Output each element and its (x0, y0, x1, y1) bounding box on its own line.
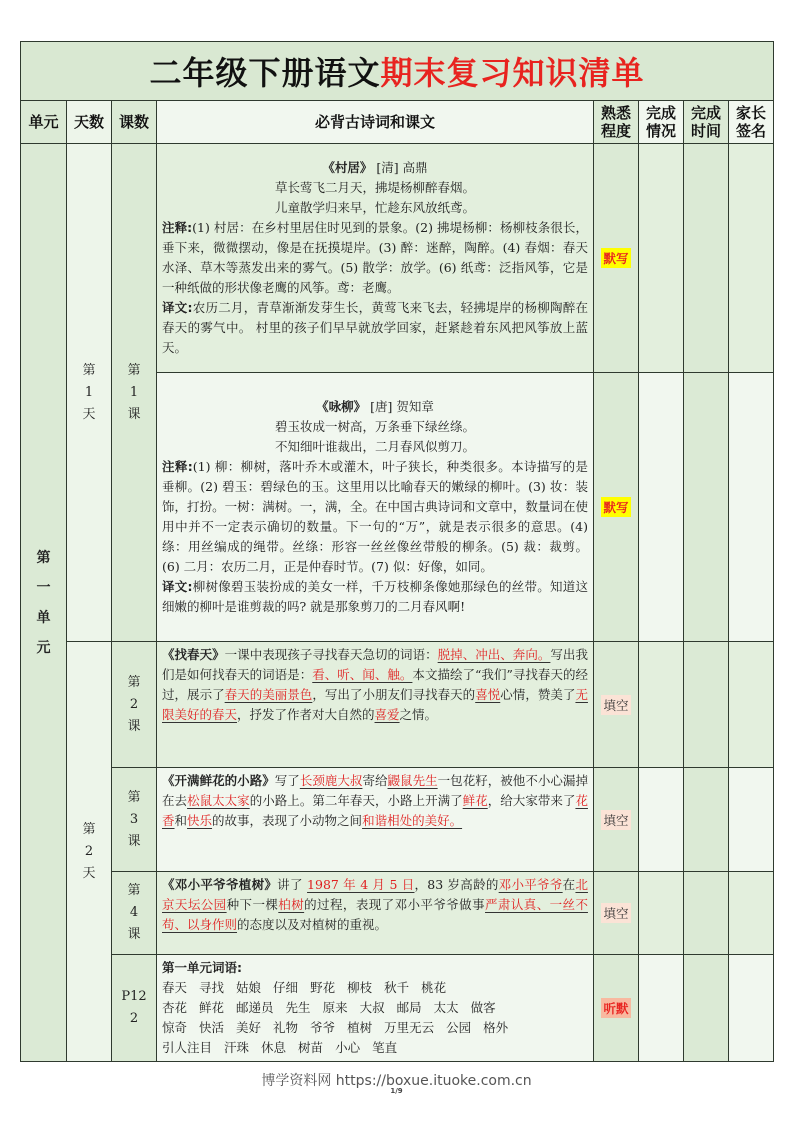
header-familiarity: 熟悉 程度 (594, 101, 639, 144)
vocab-word: 休息 (261, 1040, 287, 1055)
body-text: 写了 (274, 773, 300, 788)
familiarity-cell (594, 955, 639, 1062)
key-phrase: 鲜花 (462, 793, 488, 808)
key-phrase: 邓小平爷爷 (498, 877, 563, 892)
vocab-word: 惊奇 (162, 1020, 188, 1035)
title-red: 期末复习知识清单 (380, 54, 645, 92)
lesson-2-cell: 第 2 课 (112, 642, 157, 768)
body-text: 和 (174, 813, 188, 828)
header-day: 天数 (67, 101, 112, 144)
vocab-word: 植树 (347, 1020, 373, 1035)
day-2-cell: 第 2 天 (67, 642, 112, 1062)
key-phrase: 长颈鹿大叔 (299, 773, 363, 788)
tag-fill-blank: 填空 (601, 695, 630, 715)
vocab-word: 鲜花 (199, 1000, 225, 1015)
signature-field[interactable] (729, 373, 774, 642)
signature-field[interactable] (729, 144, 774, 373)
key-phrase: 快乐 (187, 813, 213, 828)
familiarity-cell (594, 373, 639, 642)
key-phrase: 春天的美丽景色 (224, 687, 313, 702)
key-phrase: 北京天坛公园 (162, 877, 588, 912)
completion-checkbox[interactable] (639, 955, 684, 1062)
page-title (21, 42, 774, 101)
title-black: 二年级下册语文 (149, 54, 381, 92)
time-field[interactable] (684, 872, 729, 955)
header-lesson: 课数 (112, 101, 157, 144)
poem-yongliu: 《咏柳》 [唐] 贺知章 碧玉妆成一树高，万条垂下绿丝绦。 不知细叶谁裁出，二月春风似剪刀。 注释:(1) 柳：柳树，落叶乔木或灌木，叶子狭长，种类很多。本诗描写的是垂柳。(2) 碧玉：碧绿色的玉。这里用以比喻春天的嫩绿的柳叶。(3) 妆：装饰，打扮。一树：满树。一，满，全。在中国古典诗词和文章中，数量词在使用中并不一定表示确切的数量。下一句的“万”，就是表示很多的意思。(4) 绦：用丝编成的绳带。丝绦：形容一丝丝像丝带般的柳条。(5) 裁：裁剪。(6) 二月：农历二月，正是仲春时节。(7) 似：好像，如同。 译文:柳树像碧玉装扮成的美女一样，千万枝柳条像她那绿色的丝带。知道这细嫩的柳叶是谁剪裁的吗? 就是那象剪刀的二月春风啊! (157, 373, 594, 642)
vocab-word: 原来 (322, 1000, 348, 1015)
tag-fill-blank: 填空 (601, 810, 630, 830)
lesson-4-cell: 第 4 课 (112, 872, 157, 955)
time-field[interactable] (684, 642, 729, 768)
vocab-word: 太太 (433, 1000, 459, 1015)
vocab-word: 邮局 (396, 1000, 422, 1015)
unit-cell: 第 一 单 元 (21, 144, 67, 1062)
unit-vocabulary: 第一单元词语: 春天 寻找 姑娘 仔细 野花 柳枝 秋千 桃花 杏花 鲜花 邮递员 先生 原来 大叔 邮局 太太 做客 惊奇 快活 美好 礼物 爷爷 植树 万里无云 公园 格外 引人注目 汗珠 休息 树苗 小心 笔直 (157, 955, 594, 1062)
vocab-word: 邮递员 (236, 1000, 274, 1015)
lesson-title: 《找春天》 (162, 647, 225, 662)
body-text: 之情。 (399, 707, 438, 722)
vocab-word: 树苗 (298, 1040, 324, 1055)
vocab-word: 格外 (483, 1020, 509, 1035)
completion-checkbox[interactable] (639, 144, 684, 373)
signature-field[interactable] (729, 768, 774, 872)
key-phrase: 看、听、闻、触。 (312, 667, 413, 682)
vocab-word: 汗珠 (224, 1040, 250, 1055)
familiarity-cell (594, 642, 639, 768)
lesson-dengxiaoping (157, 872, 594, 955)
body-text: 的过程，表现了邓小平爷爷做事 (304, 897, 486, 912)
body-text: 写出我们是如何找春天的词语是： (162, 647, 588, 682)
vocab-word: 爷爷 (310, 1020, 336, 1035)
footer-site: 博学资料网 https://boxue.ituoke.com.cn (261, 1073, 532, 1089)
familiarity-cell (594, 144, 639, 373)
header-content: 必背古诗词和课文 (157, 101, 594, 144)
vocab-word: 杏花 (162, 1000, 188, 1015)
signature-field[interactable] (729, 642, 774, 768)
time-field[interactable] (684, 768, 729, 872)
body-text: ，写出了小朋友们寻找春天的 (312, 687, 476, 702)
header-time: 完成 时间 (684, 101, 729, 144)
body-text: 一包花籽，被他不小心漏掉在去 (162, 773, 588, 808)
completion-checkbox[interactable] (639, 373, 684, 642)
time-field[interactable] (684, 373, 729, 642)
day-1-cell: 第 1 天 (67, 144, 112, 642)
body-text: 的小路上。第二年春天，小路上开满了 (249, 793, 463, 808)
body-text: 心情，赞美了 (500, 687, 576, 702)
body-text: 一课中表现孩子寻找春天急切的词语： (224, 647, 438, 662)
key-phrase: 喜爱 (374, 707, 400, 722)
vocab-word: 笔直 (372, 1040, 398, 1055)
completion-checkbox[interactable] (639, 642, 684, 768)
checklist-table (20, 41, 774, 1062)
vocab-word: 美好 (236, 1020, 262, 1035)
key-phrase: 柏树 (278, 897, 305, 912)
body-text: 的故事，表现了小动物之间 (212, 813, 363, 828)
familiarity-cell (594, 872, 639, 955)
header-unit: 单元 (21, 101, 67, 144)
vocab-word: 仔细 (273, 980, 299, 995)
familiarity-cell (594, 768, 639, 872)
vocab-word: 公园 (446, 1020, 472, 1035)
signature-field[interactable] (729, 872, 774, 955)
vocab-word: 春天 (162, 980, 188, 995)
vocab-word: 礼物 (273, 1020, 299, 1035)
page-ref-cell: P12 2 (112, 955, 157, 1062)
key-phrase: 松鼠太太家 (187, 793, 250, 808)
key-phrase: 1987 年 4 月 5 日 (307, 877, 415, 892)
vocab-word: 万里无云 (384, 1020, 435, 1035)
header-completion: 完成 情况 (639, 101, 684, 144)
vocab-word: 引人注目 (162, 1040, 213, 1055)
vocab-word: 野花 (310, 980, 336, 995)
lesson-kaimanxianhua (157, 768, 594, 872)
lesson-title: 《开满鲜花的小路》 (162, 773, 275, 788)
review-checklist (20, 41, 773, 1062)
vocab-word: 秋千 (384, 980, 410, 995)
vocab-word: 小心 (335, 1040, 361, 1055)
key-phrase: 严肃认真、一丝不苟、以身作则 (162, 897, 588, 932)
lesson-title: 《邓小平爷爷植树》 (162, 877, 278, 892)
body-text: 种下一棵 (226, 897, 279, 912)
body-text: 本文描绘了“我们”寻找春天的经过，展示了 (162, 667, 588, 702)
vocab-word: 大叔 (359, 1000, 385, 1015)
vocab-word: 快活 (199, 1020, 225, 1035)
vocab-word: 先生 (285, 1000, 311, 1015)
vocab-word: 柳枝 (347, 980, 373, 995)
key-phrase: 喜悦 (475, 687, 501, 702)
header-parent-signature: 家长 签名 (729, 101, 774, 144)
tag-fill-blank: 填空 (601, 903, 630, 923)
body-text: 寄给 (362, 773, 388, 788)
tag-dictation: 默写 (601, 248, 630, 268)
key-phrase: 脱掉、冲出、奔向。 (437, 647, 551, 662)
poem-cunju: 《村居》 [清] 高鼎 草长莺飞二月天，拂堤杨柳醉春烟。 儿童散学归来早，忙趁东风放纸鸢。 注释:(1) 村居：在乡村里居住时见到的景象。(2) 拂堤杨柳：杨柳枝条很长，垂下来，微微摆动，像是在抚摸堤岸。(3) 醉：迷醉，陶醉。(4) 春烟：春天水泽、草木等蒸发出来的雾气。(5) 散学：放学。(6) 纸鸢：泛指风筝，它是一种纸做的形状像老鹰的风筝。鸢：老鹰。 译文:农历二月，青草渐渐发芽生长，黄莺飞来飞去，轻拂堤岸的杨柳陶醉在春天的雾气中。 村里的孩子们早早就放学回家，赶紧趁着东风把风筝放上蓝天。 (157, 144, 594, 373)
lesson-1-cell: 第 1 课 (112, 144, 157, 642)
time-field[interactable] (684, 144, 729, 373)
vocab-word: 桃花 (421, 980, 447, 995)
signature-field[interactable] (729, 955, 774, 1062)
body-text: 讲了 (277, 877, 308, 892)
vocab-word: 寻找 (199, 980, 225, 995)
completion-checkbox[interactable] (639, 872, 684, 955)
page-number: 1/9 (390, 1087, 403, 1095)
body-text: ，抒发了作者对大自然的 (237, 707, 375, 722)
key-phrase: 花香 (162, 793, 588, 828)
key-phrase: 鼹鼠先生 (387, 773, 438, 788)
lesson-3-cell: 第 3 课 (112, 768, 157, 872)
completion-checkbox[interactable] (639, 768, 684, 872)
key-phrase: 和谐相处的美好。 (362, 813, 463, 828)
body-text: 在 (562, 877, 576, 892)
tag-dictation: 默写 (601, 497, 630, 517)
vocab-word: 姑娘 (236, 980, 262, 995)
body-text: ，给大家带来了 (487, 793, 576, 808)
body-text: 的态度以及对植树的重视。 (237, 917, 388, 932)
key-phrase: 无限美好的春天 (162, 687, 588, 722)
lesson-zhaochuntian (157, 642, 594, 768)
body-text: ，83 岁高龄的 (414, 877, 499, 892)
vocab-word: 做客 (470, 1000, 496, 1015)
time-field[interactable] (684, 955, 729, 1062)
tag-listen-write: 听默 (601, 998, 630, 1018)
